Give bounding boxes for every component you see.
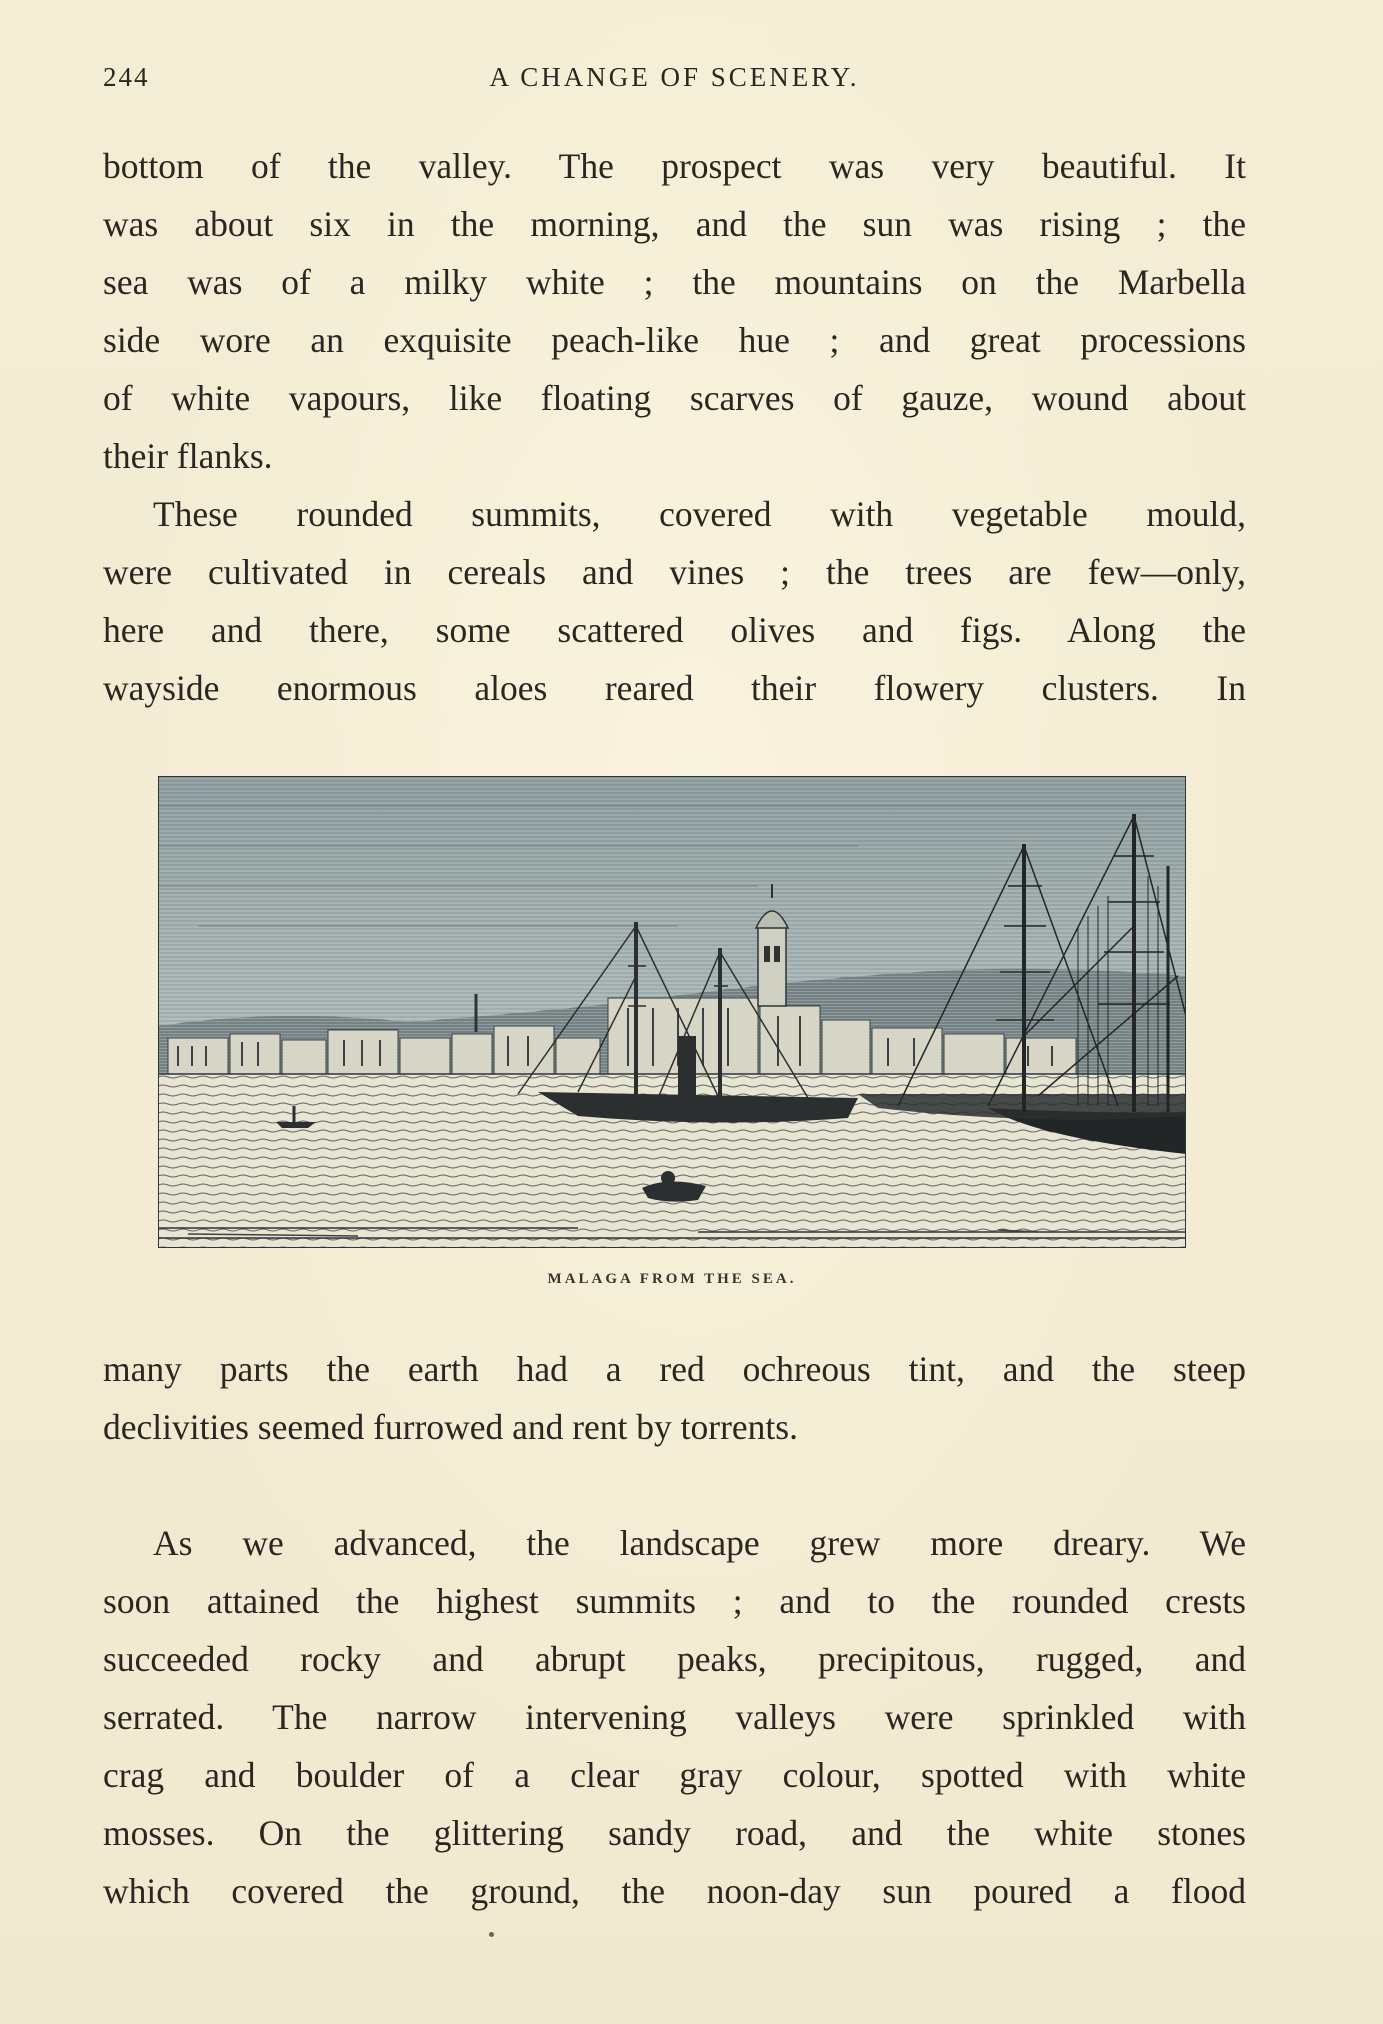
- text-line: crag and boulder of a clear gray colour, spotted with white: [103, 1755, 1246, 1795]
- text-line: bottom of the valley. The prospect was very beautiful. It: [103, 146, 1246, 186]
- text-line: was about six in the morning, and the sun was rising ; the: [103, 204, 1246, 244]
- text-line: serrated. The narrow intervening valleys were sprinkled with: [103, 1697, 1246, 1737]
- text-line: their flanks.: [103, 436, 273, 476]
- figure-caption: MALAGA FROM THE SEA.: [547, 1271, 797, 1287]
- text-line: These rounded summits, covered with vegetable mould,: [153, 494, 1246, 534]
- engraving-illustration: [158, 776, 1186, 1248]
- text-line: many parts the earth had a red ochreous tint, and the steep: [103, 1349, 1246, 1389]
- text-line: were cultivated in cereals and vines ; the trees are few—only,: [103, 552, 1246, 592]
- running-title: A CHANGE OF SCENERY.: [489, 62, 860, 92]
- text-line: declivities seemed furrowed and rent by torrents.: [103, 1407, 798, 1447]
- engraving-malaga-from-the-sea: [158, 776, 1186, 1248]
- text-line: soon attained the highest summits ; and to the rounded crests: [103, 1581, 1246, 1621]
- body-text-bottom: [103, 1514, 1246, 1920]
- running-head: [103, 62, 1246, 102]
- page-number: 244: [103, 62, 150, 92]
- body-text-top: [103, 137, 1246, 717]
- text-line: here and there, some scattered olives and figs. Along the: [103, 610, 1246, 650]
- text-line: mosses. On the glittering sandy road, and the white stones: [103, 1813, 1246, 1853]
- body-text-continued: [103, 1340, 1246, 1456]
- text-line: As we advanced, the landscape grew more dreary. We: [153, 1523, 1246, 1563]
- text-line: side wore an exquisite peach-like hue ; and great processions: [103, 320, 1246, 360]
- text-line: which covered the ground, the noon-day sun poured a flood: [103, 1871, 1246, 1911]
- text-line: sea was of a milky white ; the mountains on the Marbella: [103, 262, 1246, 302]
- text-line: succeeded rocky and abrupt peaks, precipitous, rugged, and: [103, 1639, 1246, 1679]
- text-line: of white vapours, like floating scarves of gauze, wound about: [103, 378, 1246, 418]
- text-line: wayside enormous aloes reared their flowery clusters. In: [103, 668, 1246, 708]
- printer-mark: [489, 1932, 494, 1937]
